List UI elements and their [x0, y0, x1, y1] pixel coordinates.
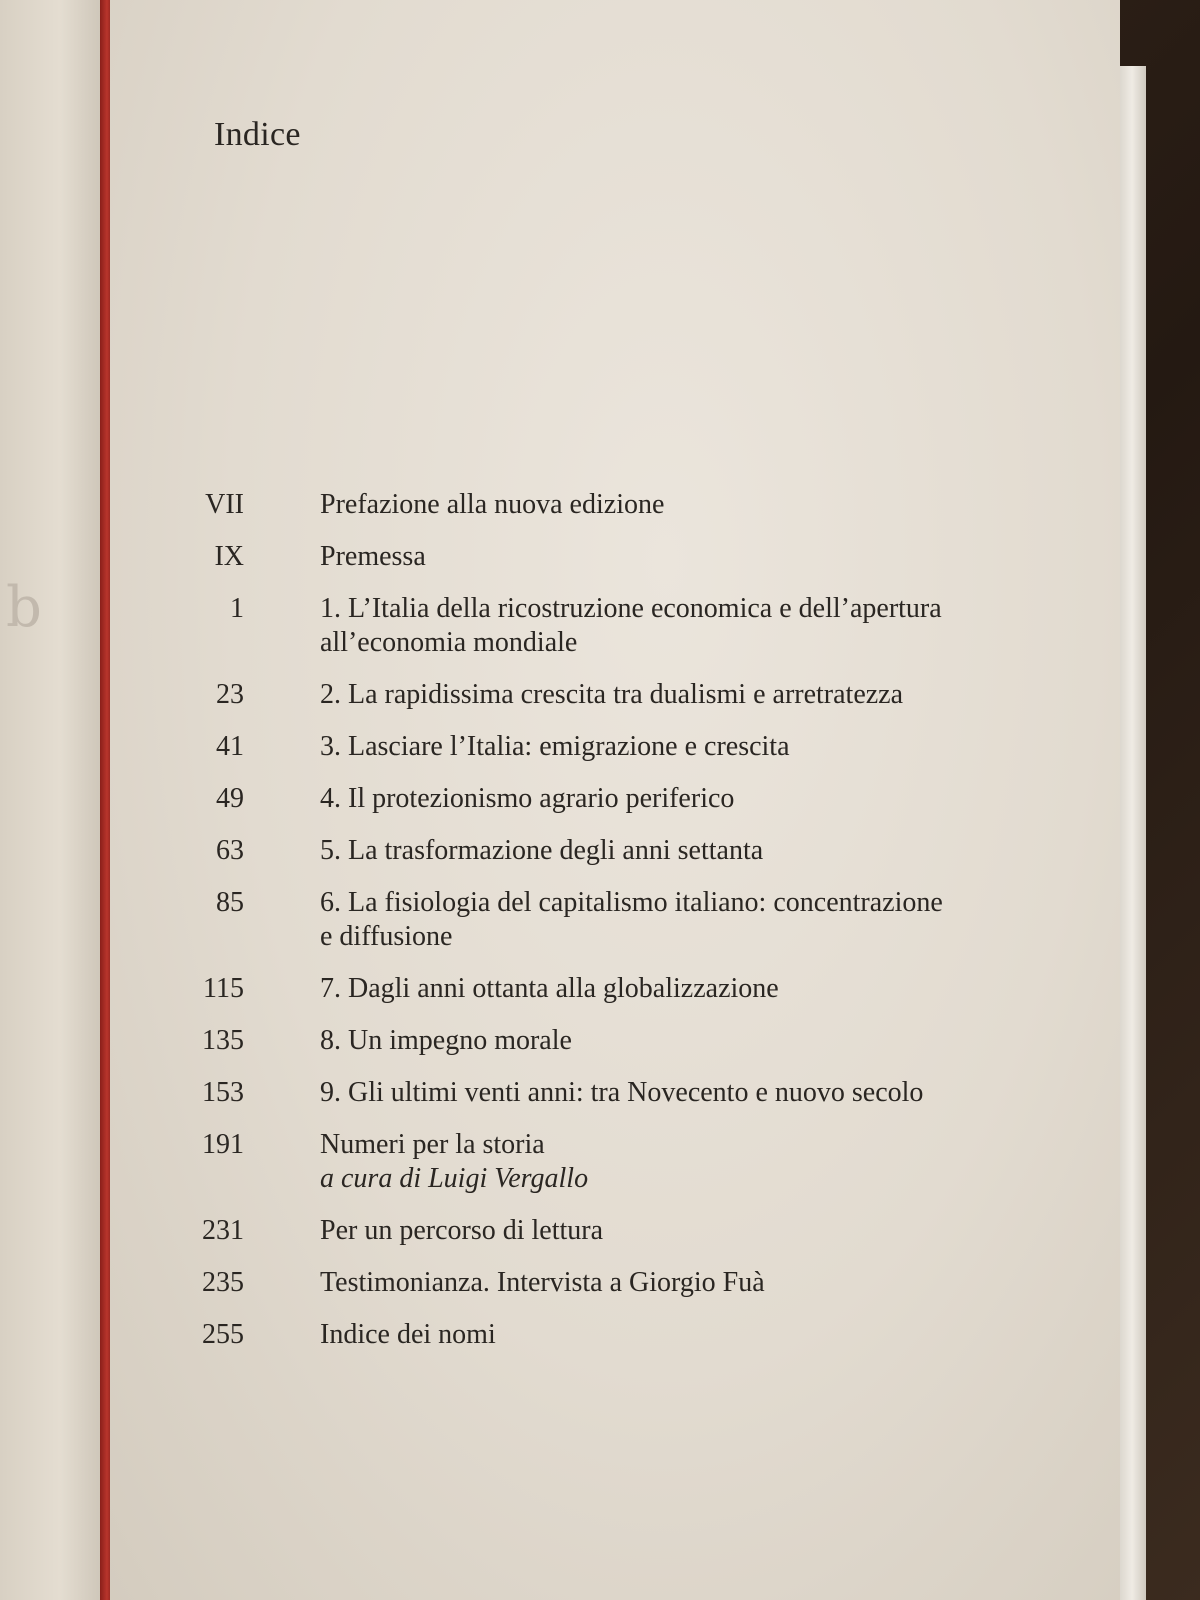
toc-entry [180, 1128, 1080, 1196]
toc-entry-line: 5. La trasformazione degli anni settanta [320, 835, 764, 866]
toc-entry-line: 8. Un impegno morale [320, 1025, 572, 1056]
toc-page-number: 191 [202, 1129, 244, 1160]
toc-entry-line: Premessa [320, 541, 426, 572]
toc-page-number: 1 [230, 593, 244, 624]
toc-entry [180, 1076, 1080, 1110]
toc-entry-line: 1. L’Italia della ricostruzione economica e dell’apertura [320, 593, 942, 624]
toc-page-number: 63 [216, 835, 244, 866]
table-of-contents-page [110, 0, 1120, 1600]
page-title: Indice [214, 116, 301, 153]
toc-entry-line: Indice dei nomi [320, 1319, 496, 1350]
toc-entry [180, 1024, 1080, 1058]
toc-entry-title [244, 488, 1080, 522]
toc-entry-title [244, 1076, 1080, 1110]
toc-page-number: 255 [202, 1319, 244, 1350]
toc-entry [180, 886, 1080, 954]
toc-entry-title [244, 592, 1080, 660]
toc-page-number: VII [205, 489, 244, 520]
toc-entry-line: 4. Il protezionismo agrario periferico [320, 783, 735, 814]
toc-entry [180, 540, 1080, 574]
toc-entry [180, 730, 1080, 764]
toc-entry-line: Per un percorso di lettura [320, 1215, 604, 1246]
toc-entry-line: Prefazione alla nuova edizione [320, 489, 665, 520]
toc-entry [180, 488, 1080, 522]
toc-entry [180, 592, 1080, 660]
toc-entry-line: all’economia mondiale [320, 627, 578, 658]
toc-entry-title [244, 972, 1080, 1006]
toc-page-number: 115 [203, 973, 244, 1004]
toc-page-number: 23 [216, 679, 244, 710]
toc-entry [180, 972, 1080, 1006]
toc-entry-title [244, 886, 1080, 954]
left-page-show-through-text: b [6, 575, 42, 640]
toc-page-number: 235 [202, 1267, 244, 1298]
toc-entry-line: 3. Lasciare l’Italia: emigrazione e crescita [320, 731, 790, 762]
toc-entry-line: 9. Gli ultimi venti anni: tra Novecento e nuovo secolo [320, 1077, 924, 1108]
toc-entry-title [244, 1024, 1080, 1058]
toc-page-number: 231 [202, 1215, 244, 1246]
toc-entry [180, 1266, 1080, 1300]
toc-entry-title [244, 1318, 1080, 1352]
toc-entry-title [244, 1266, 1080, 1300]
toc-entry-line: 2. La rapidissima crescita tra dualismi e arretratezza [320, 679, 904, 710]
page-stack-edge [1118, 66, 1146, 1600]
toc-entry [180, 1214, 1080, 1248]
toc-page-number: 153 [202, 1077, 244, 1108]
toc-page-number: 85 [216, 887, 244, 918]
toc-entry-title [244, 678, 1080, 712]
toc-entry-title [244, 730, 1080, 764]
toc-entry-title [244, 782, 1080, 816]
toc-entry-line: Testimonianza. Intervista a Giorgio Fuà [320, 1267, 765, 1298]
toc-entry-subtitle: a cura di Luigi Vergallo [320, 1163, 589, 1194]
toc-page-number: IX [214, 541, 244, 572]
toc-entry-line: 7. Dagli anni ottanta alla globalizzazione [320, 973, 779, 1004]
toc-entry-title [244, 540, 1080, 574]
toc-entry [180, 834, 1080, 868]
toc-page-number: 135 [202, 1025, 244, 1056]
toc-page-number: 49 [216, 783, 244, 814]
toc-entry [180, 782, 1080, 816]
left-facing-page [0, 0, 100, 1600]
toc-page-number: 41 [216, 731, 244, 762]
toc-list [180, 488, 1080, 1370]
toc-entry-title [244, 834, 1080, 868]
toc-entry-line: Numeri per la storia [320, 1129, 545, 1160]
toc-entry-line: e diffusione [320, 921, 453, 952]
toc-entry-title [244, 1128, 1080, 1196]
toc-entry-line: 6. La fisiologia del capitalismo italiano: concentrazione [320, 887, 943, 918]
toc-entry-title [244, 1214, 1080, 1248]
toc-entry [180, 678, 1080, 712]
toc-entry [180, 1318, 1080, 1352]
